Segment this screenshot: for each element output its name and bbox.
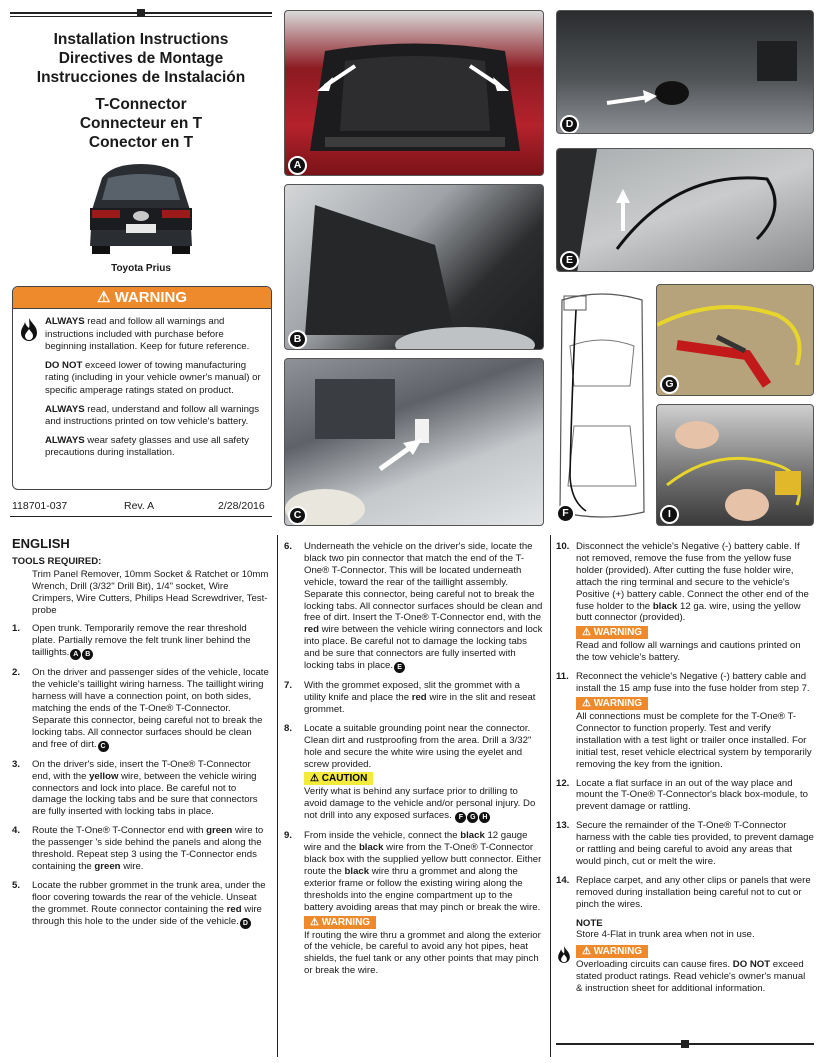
ref-f-icon: F [455, 812, 466, 823]
product-fr: Connecteur en T [79, 115, 203, 132]
step-7: 7. With the grommet exposed, slit the grommet with a utility knife and place the red wire in the slit and reseat grommet. [284, 680, 536, 715]
step-9: 9. From inside the vehicle, connect the black 12 gauge wire and the black wire from the T-One® T-Connector black box with the supplied yellow butt connector. Either route the black wire thru a grommet and along the exterior frame or follow the existing wiring along the thresholds into the engine compartment up to the battery avoiding areas that may pinch or break the wire. ⚠ WARNING If routing the wire thru a grommet and along the exterior of the vehicle, be careful to avoid any hot pipes, heat shields, the fuel tank or any other points that may pinch or break the wire. [284, 830, 542, 977]
warning-heading: WARNING [114, 289, 188, 306]
warning-header [13, 287, 271, 309]
photo-e [556, 148, 814, 272]
photo-e-label: E [560, 251, 579, 270]
step-14: 14. Replace carpet, and any other clips or panels that were removed during installation being careful not to cut or pinch the wires. [556, 874, 811, 910]
warning-tag-11: ⚠ WARNING [576, 697, 648, 710]
step-4: 4. Route the T-One® T-Connector end with green wire to the passenger 's side behind the panels and along the threshold. Repeat step 3 using the T-Connector ends containing the green wire. [12, 825, 264, 872]
step-2: 2. On the driver and passenger sides of the vehicle, locate the vehicle's taillight wiring harness. The taillight wiring harness will have a connection point, on both sides, matching the ends of the T-One® T-Connector. Separate this connector, being careful not to break the locking tabs. All connector surfaces should be clean and free of dirt. C [12, 667, 269, 750]
warning-box [12, 286, 272, 490]
vehicle-image [82, 160, 200, 258]
top-marker [137, 9, 145, 17]
ref-g-icon: G [467, 812, 478, 823]
warning-tag-final: ⚠ WARNING [576, 945, 648, 958]
title-fr: Directives de Montage [58, 50, 224, 67]
warning-text-11: All connections must be complete for the T-One® T-Connector to function properly. Test and verify installation with a test light or trailer once installed. For initial test, reset vehicle electrical system by temporarily removing the key from the ignition. [576, 710, 812, 770]
language-heading: ENGLISH [12, 536, 70, 551]
ref-b-icon: B [82, 649, 93, 660]
photo-b-label: B [288, 330, 307, 349]
fire-hazard-small-icon [556, 945, 572, 969]
caution-tag: ⚠ CAUTION [304, 772, 373, 785]
bottom-marker [681, 1040, 689, 1048]
ref-c-icon: C [98, 741, 109, 752]
step-12: 12. Locate a flat surface in an out of the way place and mount the T-One® T-Connector's black box-module, to prevent damage or rattling. [556, 777, 808, 813]
ref-a-icon: A [70, 649, 81, 660]
col-divider-1 [277, 535, 278, 1057]
photo-i-label: I [660, 505, 679, 524]
note-label: NOTE [576, 917, 603, 929]
warning-body [45, 316, 267, 466]
fire-hazard-icon [18, 317, 40, 343]
warning-tag-9: ⚠ WARNING [304, 916, 376, 929]
photo-c-label: C [288, 506, 307, 525]
step-6: 6. Underneath the vehicle on the driver's side, locate the black two pin connector that match the end of the T-One® T-Connector. This will be located underneath vehicle, toward the rear of the taillight assembly. Separate this connector, being careful not to break the locking tabs. All connector surfaces should be clean and free of dirt. Insert the T-One® T-Connector end, with the red wire between the vehicle wiring connectors and lock into place. Be careful not to damage the locking tabs and be sure that connectors are fully inserted with locking tabs in place. E [284, 541, 543, 672]
doc-date: 2/28/2016 [218, 500, 265, 512]
product-es: Conector en T [88, 134, 194, 151]
photo-a [284, 10, 544, 176]
photo-d [556, 10, 814, 134]
photo-g [656, 284, 814, 396]
column-3 [556, 541, 814, 995]
tools-text: Trim Panel Remover, 10mm Socket & Ratchet or 10mm Wrench, Drill (3/32" Drill Bit), 1/4" socket, Wire Crimpers, Wire Cutters, Philips Head Screwdriver, Test-probe [32, 568, 269, 616]
caution-text: Verify what is behind any surface prior to drilling to avoid damage to the vehicle and/or personal injury. Do not drill into any exposed surfaces. [304, 786, 536, 822]
warning-triangle-icon: ⚠ [96, 289, 115, 306]
step-5: 5. Locate the rubber grommet in the trunk area, under the floor covering towards the rear of the vehicle. Unseat the grommet. Route connector containing the red wire through this hole to the under side of the vehicle. D [12, 879, 266, 927]
info-rule [10, 516, 272, 517]
ref-h-icon: H [479, 812, 490, 823]
warning-p4: ALWAYS wear safety glasses and use all safety precautions during installation. [45, 434, 249, 459]
photo-d-label: D [560, 115, 579, 134]
column-1 [12, 538, 270, 936]
warning-p1: ALWAYS read and follow all warnings and instructions included with purchase before beginning installation. Keep for future reference. [45, 316, 250, 353]
title-en: Installation Instructions [53, 31, 229, 48]
tools-heading: TOOLS REQUIRED: [12, 555, 102, 567]
step-1: 1. Open trunk. Temporarily remove the rear threshold plate. Partially remove the felt trunk liner behind the taillights. A B [12, 623, 251, 659]
step-11: 11. Reconnect the vehicle's Negative (-) battery cable and install the 15 amp fuse into the fuse holder from step 7. ⚠ WARNING All connections must be complete for the T-One® T-Connector to function properly. Test and verify installation with a test light or trailer once installed. For initial test, reset vehicle electrical system by temporarily removing the key from the ignition. [556, 671, 812, 770]
part-number: 118701-037 [12, 500, 68, 512]
column-2 [284, 541, 543, 984]
note-text: Store 4-Flat in trunk area when not in use. [576, 929, 755, 941]
photo-f-label: F [556, 504, 575, 523]
step-8: 8. Locate a suitable grounding point near the connector. Clean dirt and rustproofing from the area. Drill a 3/32" hole and secure the white wire using the eyelet and screw provided. ⚠ CAUTION Verify what is behind any surface prior to drilling to avoid damage to the vehicle and/or personal injury. Do not drill into any exposed surfaces. F G H [284, 722, 536, 822]
photo-g-label: G [660, 375, 679, 394]
final-warning: ⚠ WARNING Overloading circuits can cause fires. DO NOT exceed stated product ratings. Read vehicle's owner's manual & instruction sheet for additional information. [556, 943, 814, 995]
ref-e-icon: E [394, 662, 405, 673]
step-13: 13. Secure the remainder of the T-One® T-Connector harness with the cable ties provided, to prevent damage or rattling and being careful to avoid any areas that would pinch, cut or melt the wire. [556, 820, 814, 867]
product-en: T-Connector [95, 96, 187, 113]
vehicle-name: Toyota Prius [111, 263, 171, 274]
revision: Rev. A [124, 500, 155, 512]
titles [10, 30, 272, 152]
step-3: 3. On the driver's side, insert the T-One® T-Connector end, with the yellow wire, between the vehicle wiring connectors and lock into place. Be careful not to damage the locking tabs and be sure that connectors are fully inserted with locking tabs in place. [12, 758, 258, 818]
title-es: Instrucciones de Instalación [36, 69, 246, 86]
col-divider-2 [550, 535, 551, 1057]
warning-text-9: If routing the wire thru a grommet and along the exterior of the vehicle, be careful to avoid any hot pipes, heat shields, the fuel tank or any other points that may pinch or break the wire. [304, 929, 541, 977]
photo-c [284, 358, 544, 526]
photo-f [556, 286, 648, 526]
step-10: 10. Disconnect the vehicle's Negative (-) battery cable. If not removed, remove the fuse from the yellow fuse holder (provided). After cutting the fuse holder wire, attach the ring terminal and secure to the vehicle's Positive (+) battery cable. Connect the other end of the fuse holder to the black 12 ga. wire, using the yellow butt connector (provided). ⚠ WARNING Read and follow all warnings and cautions printed on the tow vehicle's battery. [556, 541, 809, 664]
warning-tag-10: ⚠ WARNING [576, 626, 648, 639]
photo-h-i [656, 404, 814, 526]
photo-a-label: A [288, 156, 307, 175]
warning-p2: DO NOT exceed lower of towing manufacturing rating (including in your vehicle owner's manual) or specific amperage ratings stated on product. [45, 359, 261, 396]
photo-b [284, 184, 544, 350]
warning-text-10: Read and follow all warnings and cautions printed on the tow vehicle's battery. [576, 640, 801, 664]
warning-p3: ALWAYS read, understand and follow all warnings and instructions printed on tow vehicle's battery. [45, 403, 260, 428]
ref-d-icon: D [240, 918, 251, 929]
